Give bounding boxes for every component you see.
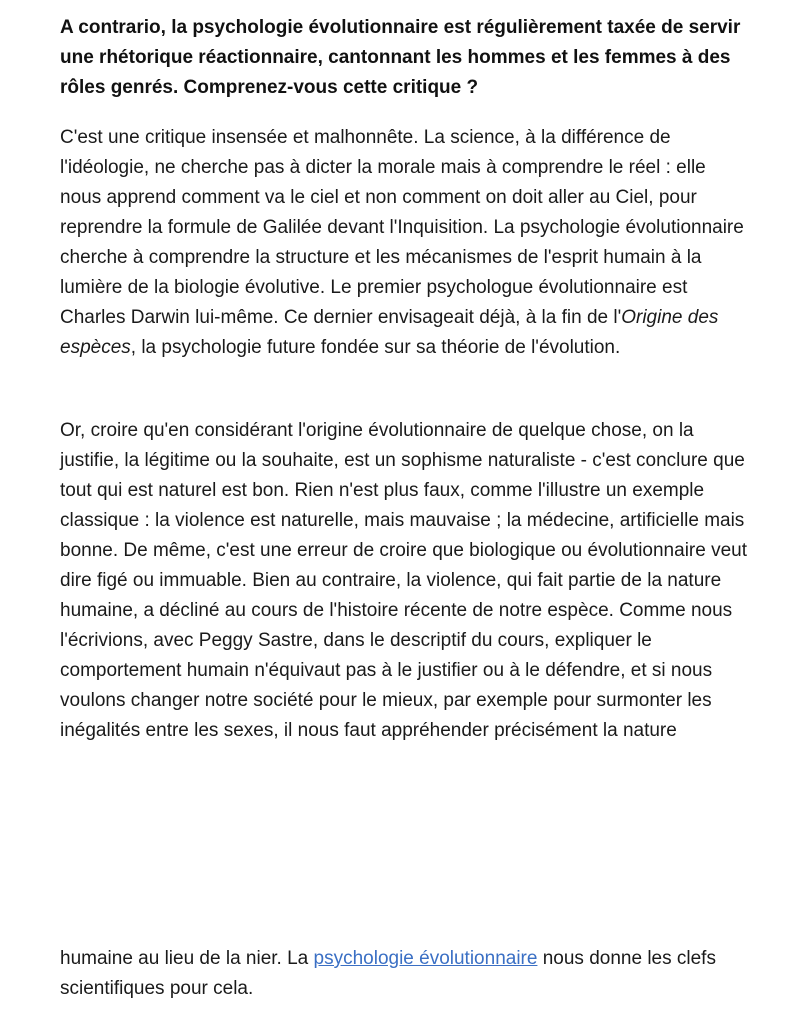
book-title-italic: Origine des espèces — [60, 307, 719, 358]
psychologie-evolutionnaire-link[interactable]: psychologie évolutionnaire — [313, 948, 538, 969]
interview-question: A contrario, la psychologie évolutionnaire est régulièrement taxée de servir une rhétorique réactionnaire, cantonnant les hommes et les femmes à des rôles genrés. Comprenez-vous cette critique ? — [60, 17, 741, 98]
answer-paragraph-2: Or, croire qu'en considérant l'origine évolutionnaire de quelque chose, on la justifie, la légitime ou la souhaite, est un sophisme naturaliste - c'est conclure que tout qui est naturel est bon. Rien n'est plus faux, comme l'illustre un exemple classique : la violence est naturelle, mais mauvaise ; la médecine, artificielle mais bonne. De même, c'est une erreur de croire que biologique ou évolutionnaire veut dire figé ou immuable. Bien au contraire, la violence, qui fait partie de la nature humaine, a décliné au cours de l'histoire récente de notre espèce. Comme nous l'écrivions, avec Peggy Sastre, dans le descriptif du cours, expliquer le comportement humain n'équivaut pas à le justifier ou à le défendre, et si nous voulons changer notre société pour le mieux, par exemple pour surmonter les inégalités entre les sexes, il nous faut appréhender précisément la nature — [60, 420, 747, 741]
paragraph-3-text-end: nous donne les clefs scientifiques pour cela. — [60, 948, 716, 999]
paragraph-3-text-start: humaine au lieu de la nier. La — [60, 948, 314, 969]
paragraph-1-text-start: C'est une critique insensée et malhonnête. La science, à la différence de l'idéologie, ne cherche pas à dicter la morale mais à comprendre le réel : elle nous apprend comment va le ciel et non comment on doit aller au Ciel, pour reprendre la formule de Galilée devant l'Inquisition. La psychologie évolutionnaire cherche à comprendre la structure et les mécanismes de l'esprit humain à la lumière de la biologie évolutive. Le premier psychologue évolutionnaire est Charles Darwin lui-même. Ce dernier envisageait déjà, à la fin de l' — [60, 127, 744, 328]
paragraph-1-text-end: , la psychologie future fondée sur sa théorie de l'évolution. — [130, 337, 621, 358]
answer-paragraph-1 — [60, 123, 750, 363]
answer-paragraph-3 — [60, 944, 750, 1004]
